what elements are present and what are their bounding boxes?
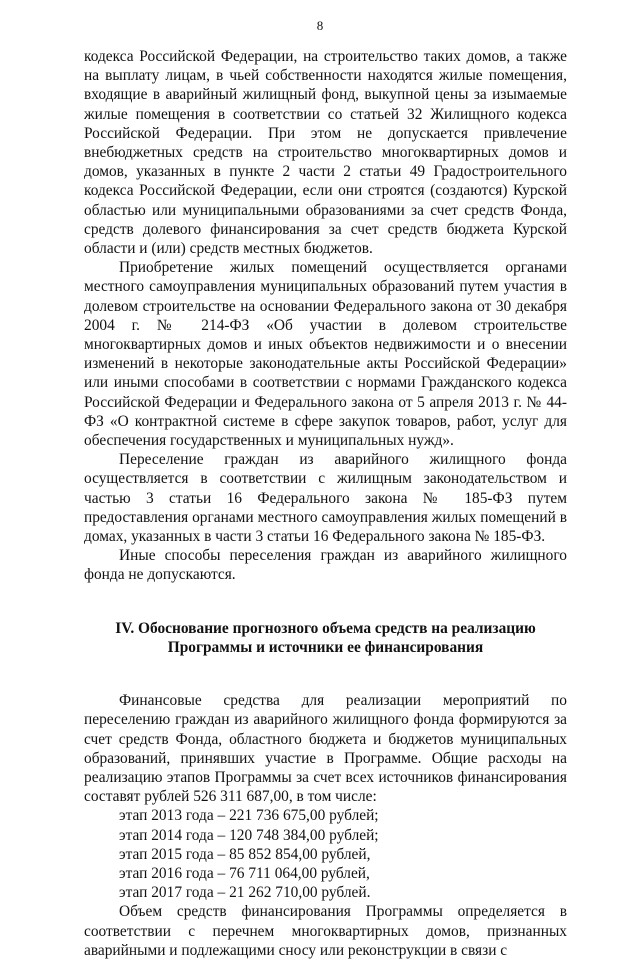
stage-item: этап 2015 года – 85 852 854,00 рублей, bbox=[119, 845, 371, 863]
page-number: 8 bbox=[316, 18, 324, 33]
paragraph-other-methods: Иные способы переселения граждан из аварийного жилищного фонда не допускаются. bbox=[84, 547, 567, 584]
stage-item: этап 2013 года – 221 736 675,00 рублей; bbox=[119, 807, 379, 825]
paragraph-resettlement: Переселение граждан из аварийного жилищного фонда осуществляется в соответствии с жилищным законодательством и частью 3 статьи 16 Федерального закона № 185-ФЗ путем предоставления органами местного самоуправления жилых помещений в домах, указанных в части 3 статьи 16 Федерального закона № 185-ФЗ. bbox=[84, 451, 567, 546]
paragraph-acquisition: Приобретение жилых помещений осуществляется органами местного самоуправления муниципальных образований путем участия в долевом строительстве на основании Федерального закона от 30 декабря 2004 г. № 214-ФЗ «Об участии в долевом строительстве многоквартирных домов и иных объектов недвижимости и о внесении изменений в некоторые законодательные акты Российской Федерации» или иными способами в соответствии с нормами Гражданского кодекса Российской Федерации и Федерального закона от 5 апреля 2013 г. № 44-ФЗ «О контрактной системе в сфере закупок товаров, работ, услуг для обеспечения государственных и муниципальных нужд». bbox=[84, 259, 567, 450]
paragraph-continuation: кодекса Российской Федерации, на строительство таких домов, а также на выплату лицам, в чьей собственности находятся жилые помещения, входящие в аварийный жилищный фонд, выкупной цены за изымаемые жилые помещения в соответствии со статьей 32 Жилищного кодекса Российской Федерации. При этом не допускается привлечение внебюджетных средств на строительство многоквартирных домов и домов, указанных в пункте 2 части 2 статьи 49 Градостроительного кодекса Российской Федерации, если они строятся (создаются) Курской областью или муниципальными образованиями за счет средств Фонда, средств долевого финансирования за счет средств бюджета Курской области и (или) средств местных бюджетов. bbox=[84, 48, 567, 258]
section-heading-line-1: IV. Обоснование прогнозного объема средств на реализацию bbox=[115, 619, 536, 637]
stage-item: этап 2017 года – 21 262 710,00 рублей. bbox=[119, 884, 371, 902]
paragraph-finance-closing: Объем средств финансирования Программы определяется в соответствии с перечнем многоквартирных домов, признанных аварийными и подлежащими сносу или реконструкции в связи с bbox=[84, 903, 567, 959]
paragraph-finance-intro: Финансовые средства для реализации мероприятий по переселению граждан из аварийного жилищного фонда формируются за счет средств Фонда, областного бюджета и бюджетов муниципальных образований, принявших участие в Программе. Общие расходы на реализацию этапов Программы за счет всех источников финансирования составят рублей 526 311 687,00, в том числе: bbox=[84, 692, 567, 806]
section-heading-line-2: Программы и источники ее финансирования bbox=[167, 638, 484, 656]
document-body bbox=[84, 47, 567, 960]
stage-item: этап 2014 года – 120 748 384,00 рублей; bbox=[119, 826, 379, 844]
section-heading bbox=[84, 619, 567, 657]
stage-item: этап 2016 года – 76 711 064,00 рублей, bbox=[119, 864, 370, 882]
